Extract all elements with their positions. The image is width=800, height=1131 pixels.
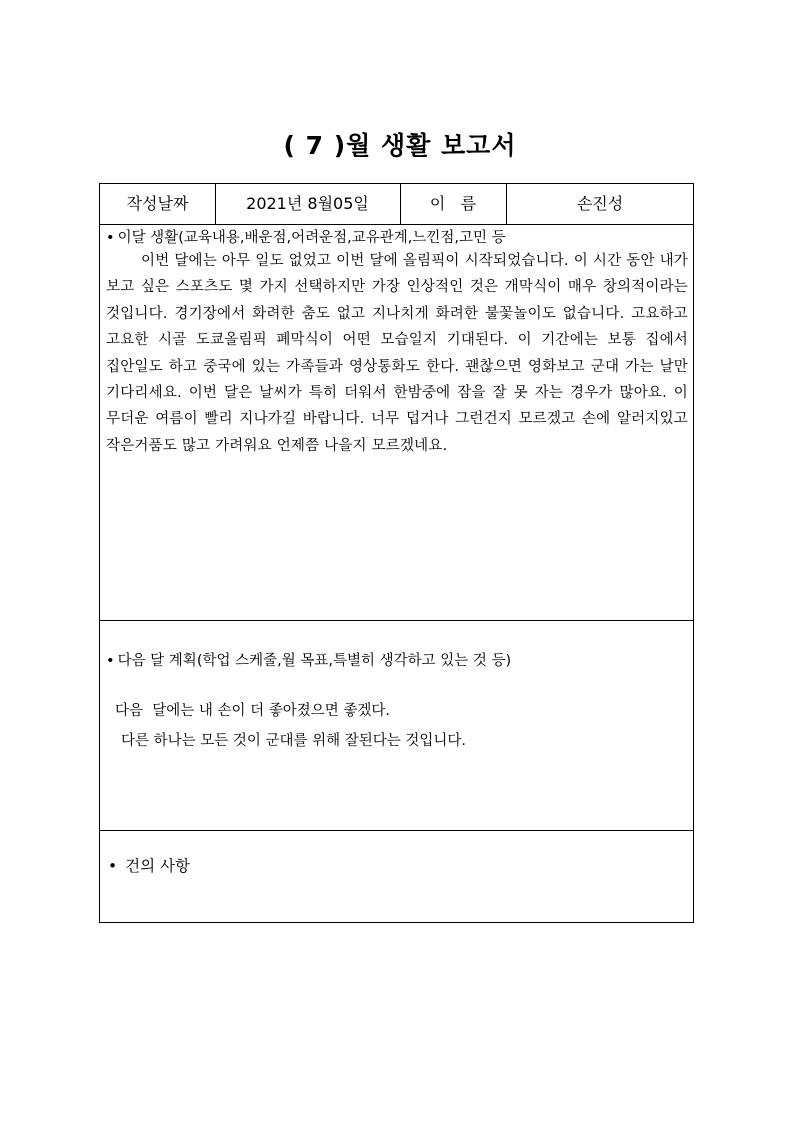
row-divider [100, 224, 693, 225]
suggestions-heading [108, 854, 190, 876]
next-month-line-1: 다음 달에는 내 손이 더 좋아졌으면 좋겠다. [115, 703, 390, 719]
section-divider [100, 830, 693, 831]
name-value: 손진성 [576, 194, 624, 213]
page-title: ( 7 )월 생활 보고서 [283, 131, 517, 160]
date-label: 작성날짜 [126, 194, 189, 213]
bullet-icon: • [106, 230, 115, 246]
bullet-icon: • [106, 653, 115, 669]
this-month-heading [106, 226, 506, 247]
this-month-heading-text: 이달 생활(교육내용,배운점,어려운점,교유관계,느낀점,고민 등 [117, 230, 506, 246]
date-value: 2021년 8월05일 [246, 194, 369, 213]
suggestions-heading-text: 건의 사항 [125, 857, 190, 875]
bullet-icon: • [108, 857, 118, 875]
section-divider [100, 620, 693, 621]
this-month-body: 이번 달에는 아무 일도 없었고 이번 달에 올림픽이 시작되었습니다. 이 시간 동안 내가 보고 싶은 스포츠도 몇 가지 선택하지만 가장 인상적인 것은 개막식이 매우 창의적이라는 것입니다. 경기장에서 화려한 춤도 없고 지나치게 화려한 불꽃놀이도 없습니다. 고요하고 고요한 시골 도쿄올림픽 폐막식이 어떤 모습일지 기대된다. 이 기간에는 보통 집에서 집안일도 하고 중국에 있는 가족들과 영상통화도 한다. 괜찮으면 영화보고 군대 가는 날만 기다리세요. 이번 달은 날씨가 특히 더워서 한밤중에 잠을 잘 못 자는 경우가 많아요. 이 무더운 여름이 빨리 지나가길 바랍니다. 너무 덥거나 그런건지 모르겠고 손에 알러지있고 작은거품도 많고 가려워요 언제쯤 나을지 모르겠네요. [106, 253, 688, 454]
next-month-heading-text: 다음 달 계획(학업 스케줄,월 목표,특별히 생각하고 있는 것 등) [117, 653, 512, 669]
report-form [99, 183, 694, 923]
name-label: 이 름 [429, 194, 477, 213]
next-month-line-2: 다른 하나는 모든 것이 군대를 위해 잘된다는 것입니다. [121, 733, 467, 749]
next-month-heading [106, 649, 511, 670]
